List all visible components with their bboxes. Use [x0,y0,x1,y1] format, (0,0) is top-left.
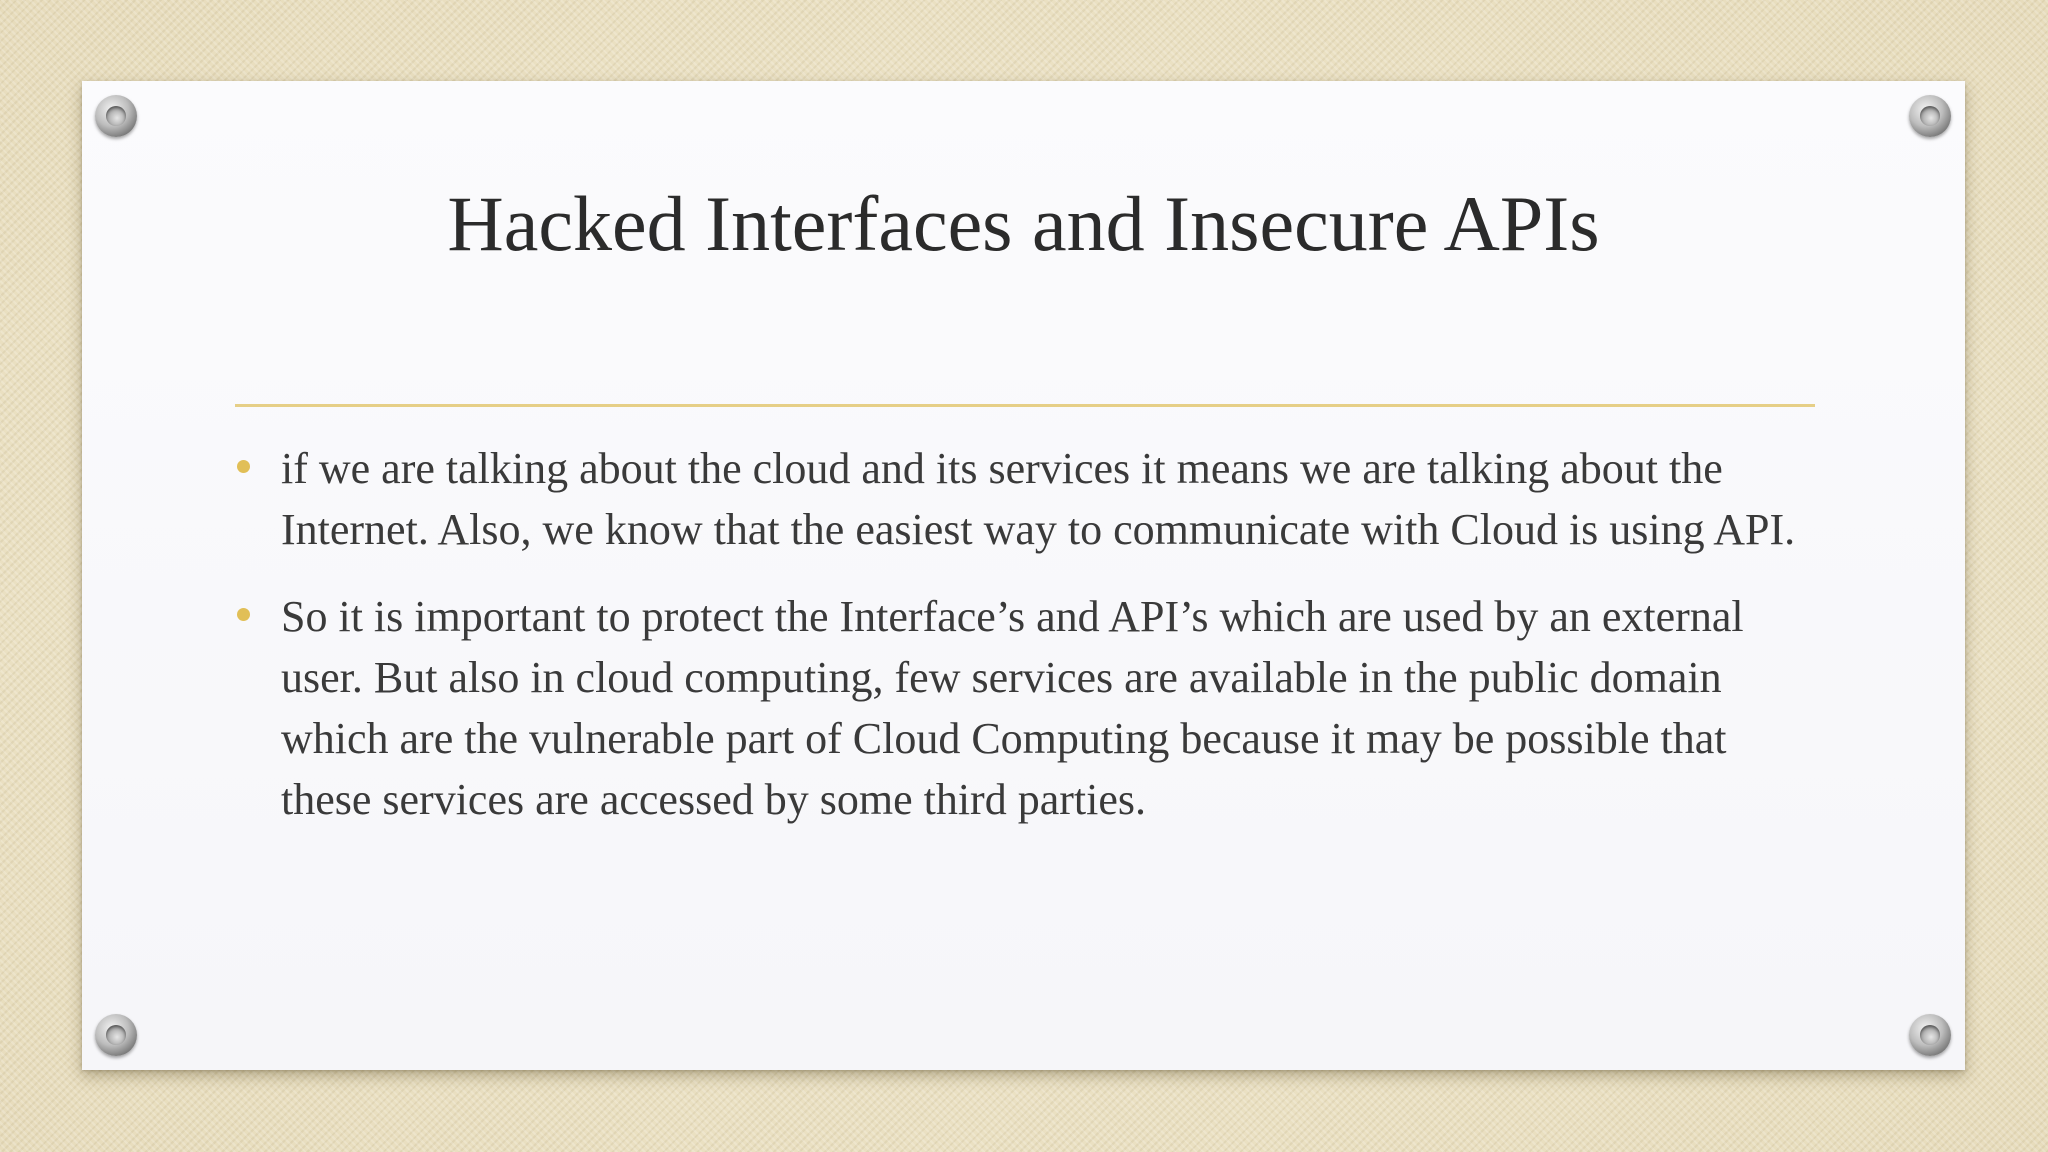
bullet-dot-icon [237,460,250,473]
bullet-item [235,438,1815,560]
bullet-list [235,438,1815,830]
grommet-icon-top-right [1909,95,1951,137]
bullet-text: if we are talking about the cloud and its services it means we are talking about the Internet. Also, we know that the easiest way to communicate with Cloud is using API. [281,444,1796,554]
slide-title: Hacked Interfaces and Insecure APIs [447,180,1600,267]
grommet-icon-top-left [95,95,137,137]
grommet-icon-bottom-left [95,1014,137,1056]
bullet-dot-icon [237,608,250,621]
bullet-text: So it is important to protect the Interface’s and API’s which are used by an external user. But also in cloud computing, few services are available in the public domain which are the vulnerable part of Cloud Computing because it may be possible that these services are accessed by some third parties. [281,592,1744,824]
bullet-item [235,586,1815,830]
grommet-icon-bottom-right [1909,1014,1951,1056]
title-divider [235,404,1815,407]
